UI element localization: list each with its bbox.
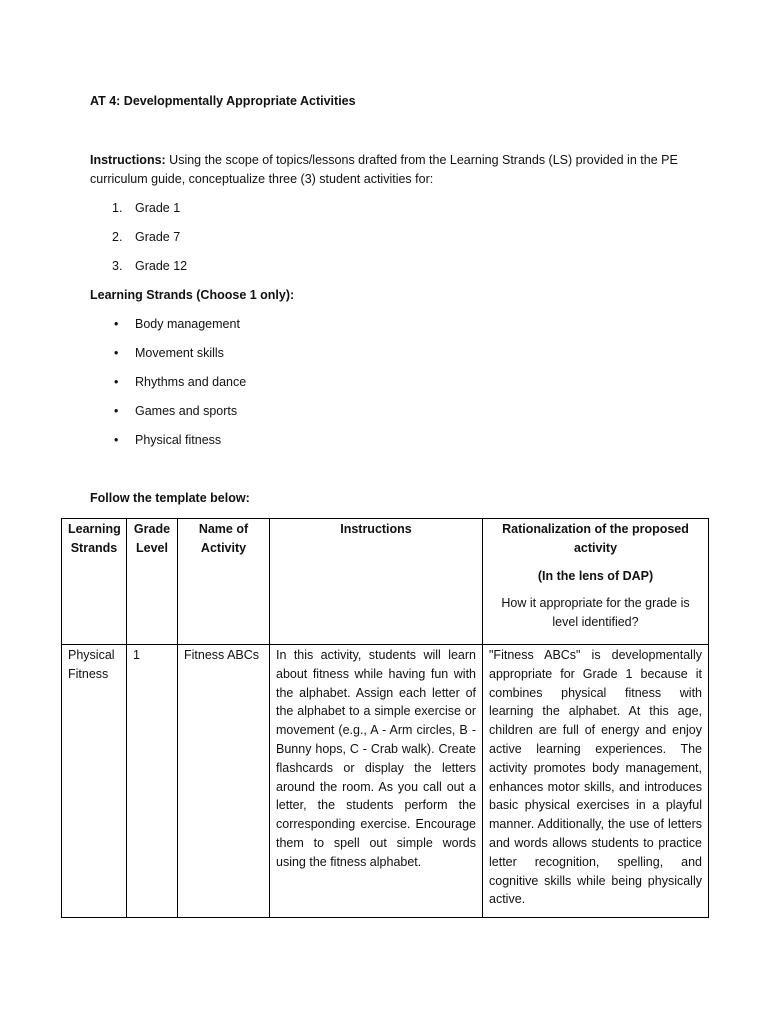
page-title: AT 4: Developmentally Appropriate Activities <box>90 94 356 108</box>
header-learning-strands: Learning Strands <box>62 519 127 645</box>
strand-label: Rhythms and dance <box>135 375 247 389</box>
bullet-icon: • <box>114 404 119 418</box>
cell-rationalization: "Fitness ABCs" is developmentally appropriate for Grade 1 because it combines physical fitness with learning the alphabet. At this age, children are full of energy and enjoy active learning experiences. The activity promotes body management, enhances motor skills, and introduces basic physical exercises in a playful manner. Additionally, the use of letters and words allows students to practice letter recognition, spelling, and cognitive skills while being physically active. <box>483 645 709 918</box>
table-row <box>62 645 709 918</box>
header-name-of-activity: Name of Activity <box>178 519 270 645</box>
instructions-text: Using the scope of topics/lessons drafted from the Learning Strands (LS) provided in the PE curriculum guide, conceptualize three (3) student activities for: <box>90 153 678 186</box>
cell-instructions: In this activity, students will learn about fitness while having fun with the alphabet. Assign each letter of the alphabet to a simple exercise or movement (e.g., A - Arm circles, B - Bunny hops, C - Crab walk). Create flashcards or display the letters around the room. As you call out a letter, the students perform the corresponding exercise. Encourage them to spell out simple words using the fitness alphabet. <box>270 645 483 918</box>
cell-grade-level: 1 <box>127 645 178 918</box>
instructions-label: Instructions: <box>90 153 166 167</box>
bullet-icon: • <box>114 346 119 360</box>
instructions-paragraph <box>90 151 690 189</box>
rationalization-title: Rationalization of the proposed activity <box>502 522 689 555</box>
bullet-icon: • <box>114 375 119 389</box>
strand-label: Movement skills <box>135 346 224 360</box>
cell-name-of-activity: Fitness ABCs <box>178 645 270 918</box>
strand-label: Games and sports <box>135 404 238 418</box>
grade-label: Grade 7 <box>135 230 181 244</box>
rationalization-question: How it appropriate for the grade is level identified? <box>501 596 690 630</box>
table-header-row <box>62 519 709 645</box>
grade-label: Grade 1 <box>135 201 181 215</box>
bullet-icon: • <box>114 433 119 447</box>
strand-label: Body management <box>135 317 240 331</box>
cell-learning-strand: Physical Fitness <box>62 645 127 918</box>
learning-strands-heading: Learning Strands (Choose 1 only): <box>90 288 295 302</box>
list-number: 1. <box>112 201 123 215</box>
template-intro: Follow the template below: <box>90 491 250 505</box>
bullet-icon: • <box>114 317 119 331</box>
strand-label: Physical fitness <box>135 433 222 447</box>
header-instructions: Instructions <box>270 519 483 645</box>
list-number: 3. <box>112 259 123 273</box>
rationalization-lens: (In the lens of DAP) <box>537 568 654 583</box>
header-grade-level: Grade Level <box>127 519 178 645</box>
header-rationalization <box>483 519 709 645</box>
list-number: 2. <box>112 230 123 244</box>
activity-template-table <box>61 518 709 918</box>
grade-label: Grade 12 <box>135 259 188 273</box>
